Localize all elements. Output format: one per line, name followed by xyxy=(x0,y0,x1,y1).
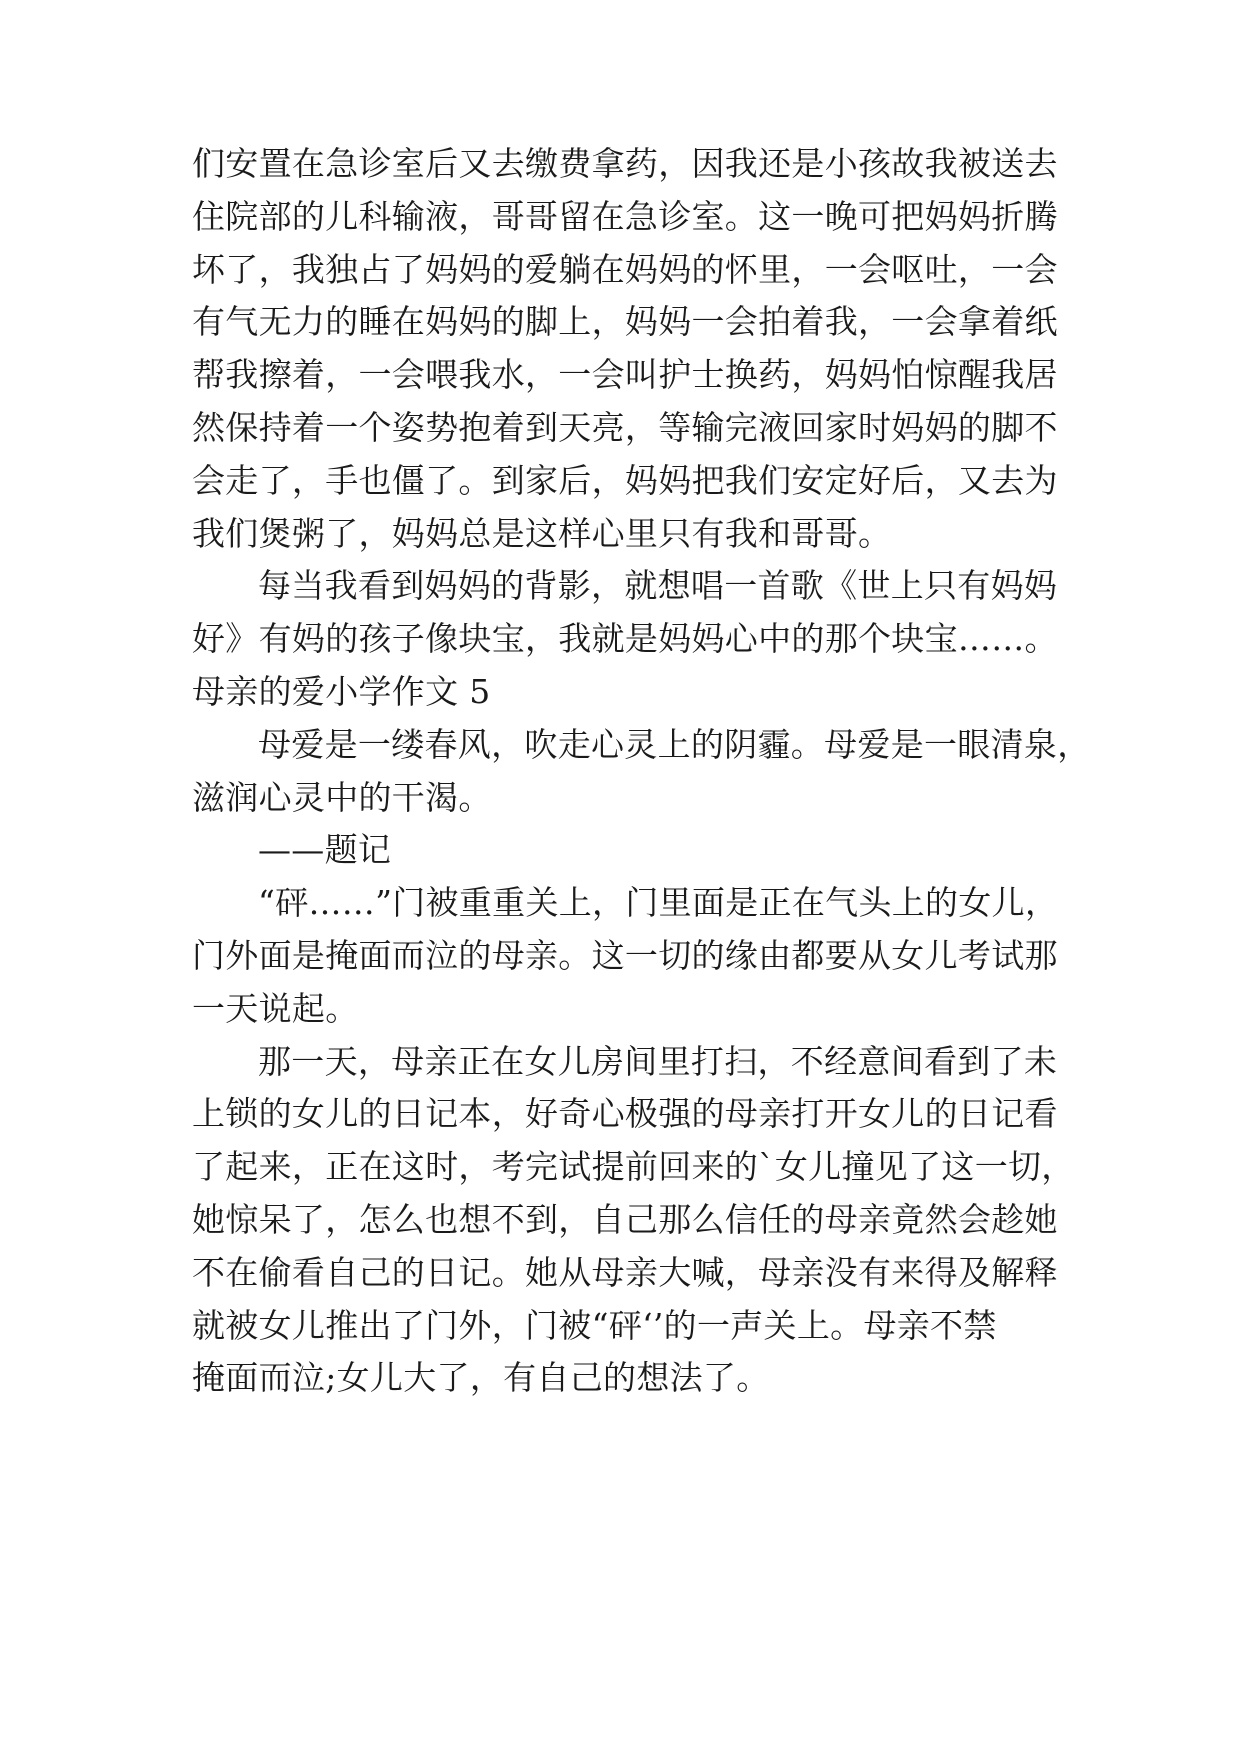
paragraph-start-line: 那一天，母亲正在女儿房间里打扫，不经意间看到了未 xyxy=(258,1041,1058,1081)
text-line: 会走了，手也僵了。到家后，妈妈把我们安定好后，又去为 xyxy=(192,460,1058,500)
text-line: 坏了，我独占了妈妈的爱躺在妈妈的怀里，一会呕吐，一会 xyxy=(192,249,1058,289)
text-line: 就被女儿推出了门外，门被“砰‘’的一声关上。母亲不禁 xyxy=(192,1305,997,1345)
text-line: 掩面而泣;女儿大了，有自己的想法了。 xyxy=(192,1358,770,1398)
text-line: 门外面是掩面而泣的母亲。这一切的缘由都要从女儿考试那 xyxy=(192,935,1058,975)
text-line: 不在偷看自己的日记。她从母亲大喊，母亲没有来得及解释 xyxy=(192,1252,1058,1292)
epigraph-attribution: ——题记 xyxy=(258,830,392,870)
document-body xyxy=(192,138,1091,1405)
text-line: 然保持着一个姿势抱着到天亮，等输完液回家时妈妈的脚不 xyxy=(192,407,1058,447)
text-line: 有气无力的睡在妈妈的脚上，妈妈一会拍着我，一会拿着纸 xyxy=(192,302,1058,342)
paragraph-start-line: “砰……”门被重重关上，门里面是正在气头上的女儿， xyxy=(258,883,1059,923)
text-line: 滋润心灵中的干渴。 xyxy=(192,777,492,817)
text-line: 一天说起。 xyxy=(192,988,359,1028)
text-line: 了起来，正在这时，考完试提前回来的`女儿撞见了这一切， xyxy=(192,1147,1075,1187)
text-line: 她惊呆了，怎么也想不到，自己那么信任的母亲竟然会趁她 xyxy=(192,1199,1058,1239)
text-line: 们安置在急诊室后又去缴费拿药，因我还是小孩故我被送去 xyxy=(192,144,1058,183)
paragraph-start-line: 每当我看到妈妈的背影，就想唱一首歌《世上只有妈妈 xyxy=(258,566,1058,606)
text-line: 住院部的儿科输液，哥哥留在急诊室。这一晚可把妈妈折腾 xyxy=(192,196,1058,236)
paragraph-start-line: 母爱是一缕春风，吹走心灵上的阴霾。母爱是一眼清泉， xyxy=(258,724,1091,764)
text-line: 帮我擦着，一会喂我水，一会叫护士换药，妈妈怕惊醒我居 xyxy=(192,355,1058,395)
text-line: 我们煲粥了，妈妈总是这样心里只有我和哥哥。 xyxy=(192,513,892,553)
section-heading: 母亲的爱小学作文 5 xyxy=(192,671,491,711)
text-line: 上锁的女儿的日记本，好奇心极强的母亲打开女儿的日记看 xyxy=(192,1094,1058,1134)
text-line: 好》有妈的孩子像块宝，我就是妈妈心中的那个块宝……。 xyxy=(192,619,1058,659)
